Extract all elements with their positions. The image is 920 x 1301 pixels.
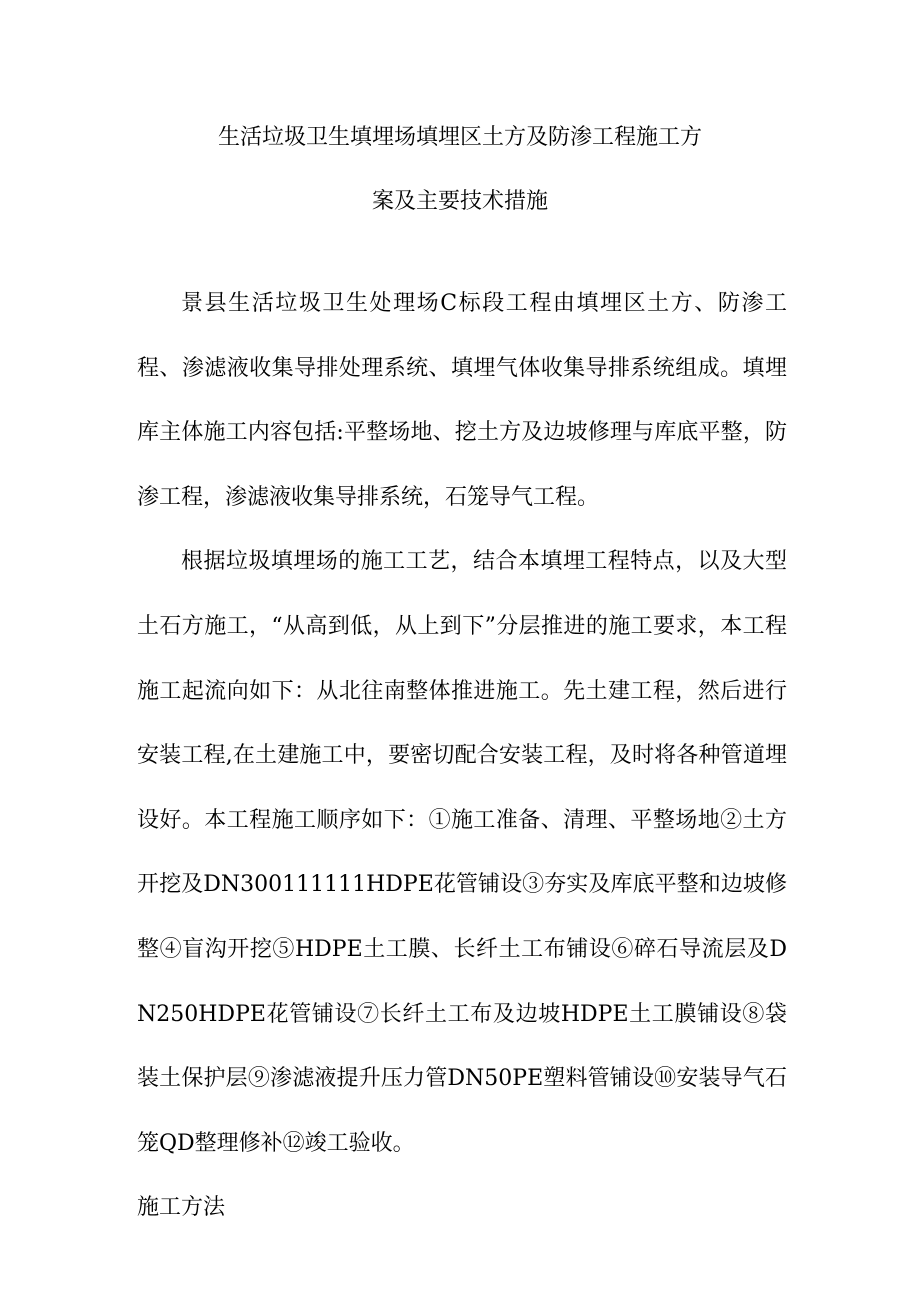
document-title-line-1: 生活垃圾卫生填埋场填埋区土方及防渗工程施工方 — [217, 125, 702, 150]
document-title-line-2: 案及主要技术措施 — [371, 189, 548, 214]
paragraph-project-composition: 景县生活垃圾卫生处理场C标段工程由填埋区土方、防渗工程、渗滤液收集导排处理系统、填埋气体收集导排系统组成。填埋库主体施工内容包括:平整场地、挖土方及边坡修理与库底平整，防渗工程，渗滤液收集导排系统，石笼导气工程。 — [137, 291, 787, 510]
document-body — [137, 272, 787, 1241]
paragraph-construction-sequence: 根据垃圾填埋场的施工工艺，结合本填埋工程特点，以及大型土石方施工，“从高到低，从上到下”分层推进的施工要求，本工程施工起流向如下：从北往南整体推进施工。先土建工程，然后进行安装工程,在土建施工中，要密切配合安装工程，及时将各种管道埋设好。本工程施工顺序如下：①施工准备、清理、平整场地②土方开挖及DN300111111HDPE花管铺设③夯实及库底平整和边坡修整④盲沟开挖⑤HDPE土工膜、长纤土工布铺设⑥碎石导流层及DN250HDPE花管铺设⑦长纤土工布及边坡HDPE土工膜铺设⑧袋装土保护层⑨渗滤液提升压力管DN50PE塑料管铺设⑩安装导气石笼QD整理修补⑫竣工验收。 — [137, 549, 787, 1156]
section-heading-construction-method: 施工方法 — [137, 1195, 226, 1221]
